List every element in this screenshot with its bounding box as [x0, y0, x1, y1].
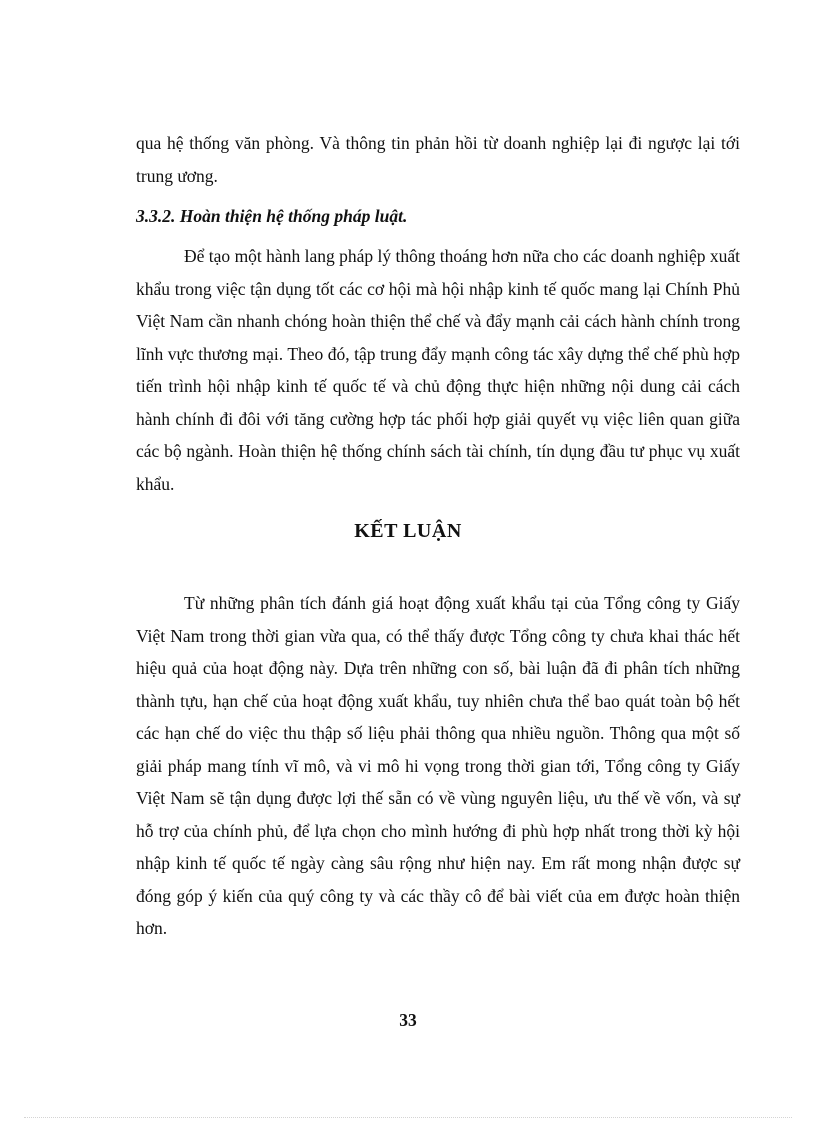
page-number: 33	[399, 1010, 417, 1030]
footer-divider	[24, 1117, 792, 1118]
paragraph-legal-system: Để tạo một hành lang pháp lý thông thoáng hơn nữa cho các doanh nghiệp xuất khẩu trong việc tận dụng tốt các cơ hội mà hội nhập kinh tế quốc mang lại Chính Phủ Việt Nam cần nhanh chóng hoàn thiện thể chế và đẩy mạnh cải cách hành chính trong lĩnh vực thương mại. Theo đó, tập trung đẩy mạnh công tác xây dựng thể chế phù hợp tiến trình hội nhập kinh tế quốc tế và chủ động thực hiện những nội dung cải cách hành chính đi đôi với tăng cường hợp tác phối hợp giải quyết vụ việc liên quan giữa các bộ ngành. Hoàn thiện hệ thống chính sách tài chính, tín dụng đầu tư phục vụ xuất khẩu.	[136, 246, 740, 494]
paragraph-continuation: qua hệ thống văn phòng. Và thông tin phản hồi từ doanh nghiệp lại đi ngược lại tới trung ương.	[136, 133, 740, 186]
section-heading: 3.3.2. Hoàn thiện hệ thống pháp luật.	[136, 206, 408, 226]
conclusion-title: KẾT LUẬN	[354, 520, 462, 542]
paragraph-conclusion: Từ những phân tích đánh giá hoạt động xuất khẩu tại của Tổng công ty Giấy Việt Nam trong thời gian vừa qua, có thể thấy được Tổng công ty chưa khai thác hết hiệu quả của hoạt động này. Dựa trên những con số, bài luận đã đi phân tích những thành tựu, hạn chế của hoạt động xuất khẩu, tuy nhiên chưa thể bao quát toàn bộ hết các hạn chế do việc thu thập số liệu phải thông qua nhiều nguồn. Thông qua một số giải pháp mang tính vĩ mô, và vi mô hi vọng trong thời gian tới, Tổng công ty Giấy Việt Nam sẽ tận dụng được lợi thế sẵn có về vùng nguyên liệu, ưu thế về vốn, và sự hỗ trợ của chính phủ, để lựa chọn cho mình hướng đi phù hợp nhất trong thời kỳ hội nhập kinh tế quốc tế ngày càng sâu rộng như hiện nay. Em rất mong nhận được sự đóng góp ý kiến của quý công ty và các thầy cô để bài viết của em được hoàn thiện hơn.	[136, 593, 740, 938]
